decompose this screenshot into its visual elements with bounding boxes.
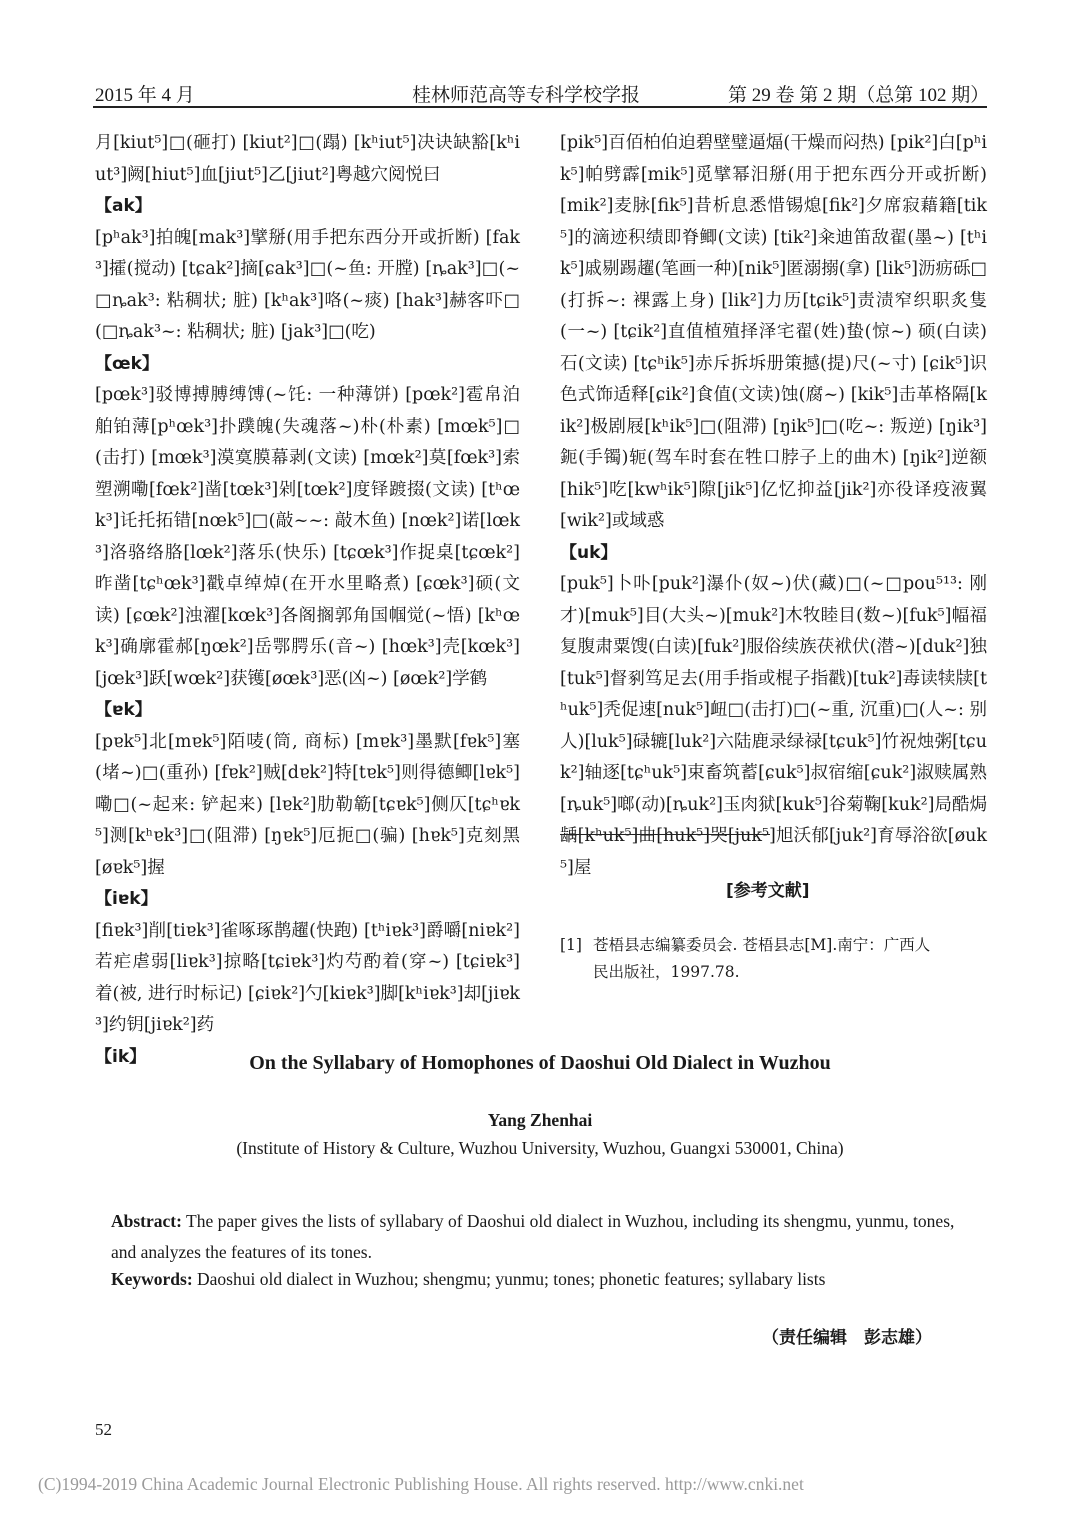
issue-info: 第 29 卷 第 2 期（总第 102 期） xyxy=(728,85,990,106)
section-heading: 【iɐk】 xyxy=(95,889,158,909)
section-heading: 【ik】 xyxy=(95,1046,147,1067)
page-number: 52 xyxy=(95,1420,112,1439)
section-heading: 【ak】 xyxy=(95,196,152,216)
section-heading: 【ɐk】 xyxy=(95,700,152,720)
abstract xyxy=(111,1206,971,1268)
english-title: On the Syllabary of Homophones of Daoshui Old Dialect in Wuzhou xyxy=(249,1052,831,1074)
reference-item xyxy=(560,932,987,986)
column-end-rule xyxy=(560,834,770,835)
syllable-paragraph: [puk⁵]卜卟[puk²]瀑仆(奴~)伏(藏)□(~□pou⁵¹³: 刚才)[muk⁵]目(大头~)[muk²]木牧睦目(数~)[fuk⁵]幅福复腹肃粟馊(白读)[fuk²]服俗续族茯袱伏(潜~)[duk²]独[tuk⁵]督剢笃足去(用手指或棍子指戳)[tuk²]毒读犊牍[tʰuk⁵]秃促速[nuk⁵]衄□(击打)□(~重, 沉重)□(人~: 别人)[luk⁵]碌辘[luk²]六陆鹿录绿禄[tɕuk⁵]竹祝烛粥[tɕuk²]轴逐[tɕʰuk⁵]束畜筑蓄[ɕuk⁵]叔宿缩[ɕuk²]淑赎属熟[ȵuk⁵]啷(动)[ȵuk²]玉肉狱[kuk⁵]谷菊鞠[kuk²]局酷焗龋[kʰuk⁵]曲[huk⁵]哭[juk⁵]旭沃郁[juk²]育辱浴欲[øuk⁵]屋 xyxy=(560,574,987,878)
author-affiliation: (Institute of History & Culture, Wuzhou University, Wuzhou, Guangxi 530001, China) xyxy=(236,1138,844,1158)
right-column xyxy=(560,128,987,884)
copyright-notice: (C)1994-2019 China Academic Journal Electronic Publishing House. All rights reserved. http://www.cnki.net xyxy=(38,1474,804,1494)
syllable-paragraph: [fiɐk³]削[tiɐk³]雀啄琢鹊趯(快跑) [tʰiɐk³]爵嚼[niɐk²]若疟虐弱[liɐk³]掠略[tɕiɐk³]灼芍酌着(穿~) [tɕiɐk³]着(被, 进行时标记) [ɕiɐk²]勺[kiɐk³]脚[kʰiɐk³]却[jiɐk³]约钥[jiɐk²]药 xyxy=(95,920,520,1035)
abstract-text: The paper gives the lists of syllabary of Daoshui old dialect in Wuzhou, including its shengmu, yunmu, tones, and analyzes the features of its tones. xyxy=(111,1211,955,1262)
reference-text-line2: 民出版社，1997.78. xyxy=(593,963,740,981)
syllable-paragraph: [pœk³]驳博搏膊缚馎(~饦: 一种薄饼) [pœk²]雹帛泊舶铂薄[pʰœk³]扑蹼魄(失魂落~)朴(朴素) [mœk⁵]□(击打) [mœk³]漠寞膜幕剥(文读) [mœk²]莫[fœk³]索塑溯嘞[fœk²]凿[tœk³]剁[tœk²]度铎踱掇(文读) [tʰœk³]讬托拓错[nœk⁵]□(敲~~: 敲木鱼) [nœk²]诺[lœk³]洛骆络胳[lœk²]落乐(快乐) [tɕœk³]作捉桌[tɕœk²]昨凿[tɕʰœk³]戳卓绰焯(在开水里略煮) [ɕœk³]硕(文读) [ɕœk²]浊濯[kœk³]各阁搁郭角国帼觉(~悟) [kʰœk³]确廓霍郝[ŋœk²]岳鄂腭乐(音~) [hœk³]壳[kœk³] [jœk³]跃[wœk²]获镬[øœk³]恶(凶~) [øœk²]学鹤 xyxy=(95,385,520,689)
journal-title: 桂林师范高等专科学校学报 xyxy=(412,85,641,106)
header-rule xyxy=(93,106,987,108)
abstract-label: Abstract: xyxy=(111,1211,182,1231)
references-heading: [参考文献] xyxy=(726,881,810,901)
reference-text-line1: 苍梧县志编纂委员会. 苍梧县志[M].南宁：广西人 xyxy=(593,936,931,954)
section-heading: 【uk】 xyxy=(560,542,618,563)
header-date: 2015 年 4 月 xyxy=(95,85,195,106)
left-column xyxy=(95,128,520,1073)
syllable-paragraph: 月[kiut⁵]□(砸打) [kiut²]□(蹋) [kʰiut⁵]决诀缺豁[kʰiut³]阙[hiut⁵]血[jiut⁵]乙[jiut²]粤越穴阅悦曰 xyxy=(95,133,520,185)
syllable-paragraph: [pɐk⁵]北[mɐk⁵]陌唛(筒, 商标) [mɐk³]墨默[fɐk⁵]塞(堵~)□(重孙) [fɐk²]贼[dɐk²]特[tɐk⁵]则得德鲫[lɐk⁵]嘞□(~起来: 铲起来) [lɐk²]肋勒簕[tɕɐk⁵]侧仄[tɕʰɐk⁵]测[kʰɐk³]□(阻滞) [ŋɐk⁵]厄扼□(骗) [hɐk⁵]克刻黑[øɐk⁵]握 xyxy=(95,731,520,878)
syllable-paragraph: [pʰak³]拍魄[mak³]擘掰(用手把东西分开或折断) [fak³]攉(搅动) [tɕak²]摘[ɕak³]□(~鱼: 开膛) [ȵak³]□(~□ȵak³: 粘稠状; 脏) [kʰak³]咯(~痰) [hak³]赫客吓□(□ȵak³~: 粘稠状; 脏) [jak³]□(吃) xyxy=(95,227,520,342)
keywords-text: Daoshui old dialect in Wuzhou; shengmu; yunmu; tones; phonetic features; syllabary lists xyxy=(197,1269,826,1289)
reference-number: [1] xyxy=(560,936,582,954)
author-name: Yang Zhenhai xyxy=(487,1110,593,1130)
section-heading: 【œk】 xyxy=(95,353,159,374)
syllable-paragraph: [pik⁵]百佰柏伯迫碧壁璧逼煏(干燥而闷热) [pik²]白[pʰik⁵]帕劈霹[mik⁵]觅擘幂汨掰(用于把东西分开或折断) [mik²]麦脉[fik⁵]昔析息悉惜锡熄[fik²]夕席寂藉籍[tik⁵]的滴迹积绩即脊鲫(文读) [tik²]籴迪笛敌翟(墨~) [tʰik⁵]戚剔踢趯(笔画一种)[nik⁵]匿溺搦(拿) [lik⁵]沥疬砾□(打拆~: 裸露上身) [lik²]力历[tɕik⁵]责渍窄织职炙隻(一~) [tɕik²]直值植殖择泽宅翟(姓)蛰(惊~) 硕(白读) 石(文读) [tɕʰik⁵]赤斥拆坼册策撼(提)尺(~寸) [ɕik⁵]识色式饰适释[ɕik²]食值(文读)蚀(腐~) [kik⁵]击革格隔[kik²]极剧屐[kʰik⁵]□(阻滞) [ŋik⁵]□(吃~: 叛逆) [ŋik³]鈪(手镯)轭(驾车时套在牲口脖子上的曲木) [ŋik²]逆额[hik⁵]吃[kwʰik⁵]隙[jik⁵]亿忆抑益[jik²]亦役译疫液翼[wik²]或域惑 xyxy=(560,133,987,531)
keywords-label: Keywords: xyxy=(111,1269,193,1289)
keywords xyxy=(111,1267,971,1291)
responsible-editor: （责任编辑 彭志雄） xyxy=(762,1328,932,1348)
